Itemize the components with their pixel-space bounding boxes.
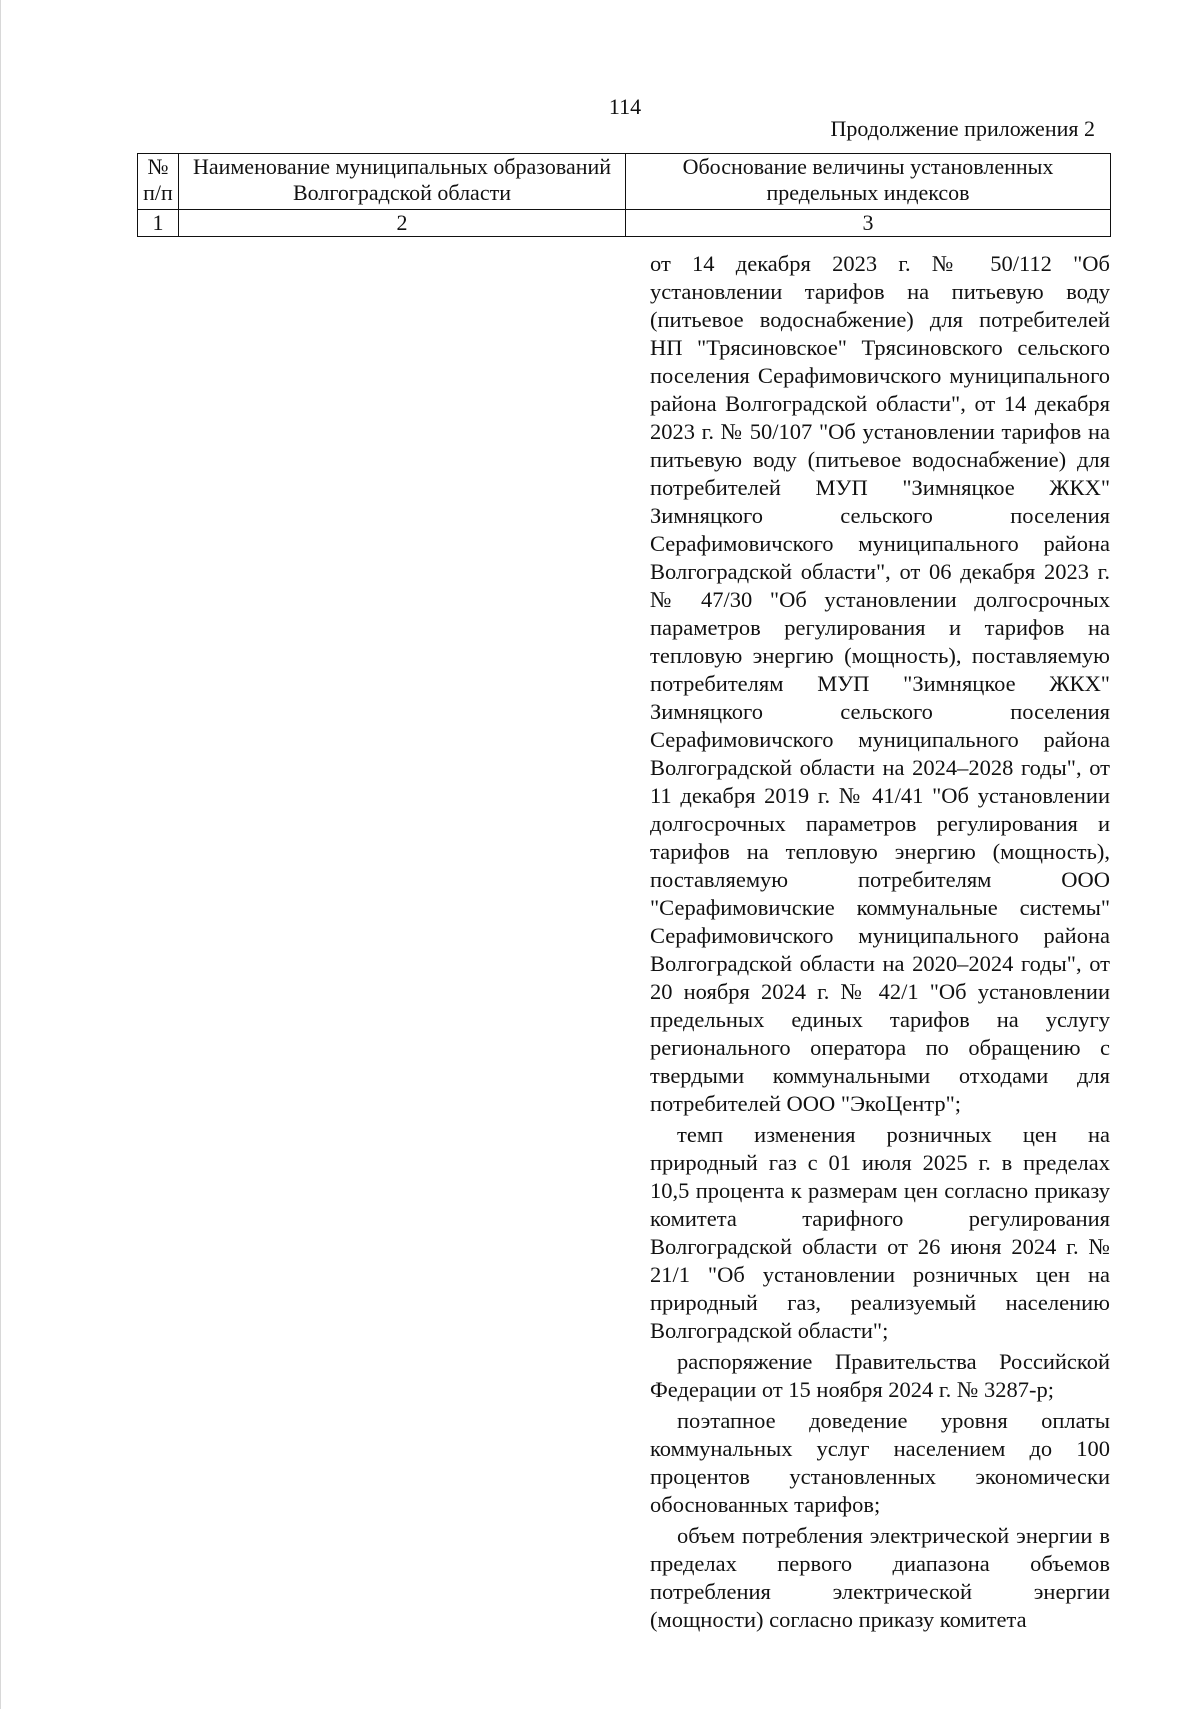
table-header <box>137 153 1111 237</box>
paragraph-tariff-orders: от 14 декабря 2023 г. № 50/112 "Об установлении тарифов на питьевую воду (питьевое водоснабжение) для потребителей НП "Трясиновское" Трясиновского сельского поселения Серафимовичского муниципального района Волгоградской области", от 14 декабря 2023 г. № 50/107 "Об установлении тарифов на питьевую воду (питьевое водоснабжение) для потребителей МУП "Зимняцкое ЖКХ" Зимняцкого сельского поселения Серафимовичского муниципального района Волгоградской области", от 06 декабря 2023 г. № 47/30 "Об установлении долгосрочных параметров регулирования и тарифов на тепловую энергию (мощность), поставляемую потребителям МУП "Зимняцкое ЖКХ" Зимняцкого сельского поселения Серафимовичского муниципального района Волгоградской области на 2024–2028 годы", от 11 декабря 2019 г. № 41/41 "Об установлении долгосрочных параметров регулирования и тарифов на тепловую энергию (мощность), поставляемую потребителям ООО "Серафимовичские коммунальные системы" Серафимовичского муниципального района Волгоградской области на 2020–2024 годы", от 20 ноября 2024 г. № 42/1 "Об установлении предельных единых тарифов на услугу регионального оператора по обращению с твердыми коммунальными отходами для потребителей ООО "ЭкоЦентр"; <box>650 251 1110 1116</box>
col-header-municipality: Наименование муниципальных образований Волгоградской области <box>179 154 626 210</box>
paragraph-payment-level: поэтапное доведение уровня оплаты коммунальных услуг населением до 100 процентов установленных экономически обоснованных тарифов; <box>650 1408 1110 1517</box>
col-header-justification: Обоснование величины установленных предельных индексов <box>626 154 1111 210</box>
table-header-row <box>138 154 1111 210</box>
justification-text <box>650 250 1110 1637</box>
page-number: 114 <box>608 94 642 119</box>
col-number-2: 2 <box>179 210 626 237</box>
paragraph-electricity-volume: объем потребления электрической энергии в пределах первого диапазона объемов потребления электрической энергии (мощности) согласно приказу комитета <box>650 1523 1110 1632</box>
paragraph-gas-prices: темп изменения розничных цен на природный газ с 01 июля 2025 г. в пределах 10,5 процента к размерам цен согласно приказу комитета тарифного регулирования Волгоградской области от 26 июня 2024 г. № 21/1 "Об установлении розничных цен на природный газ, реализуемый населению Волгоградской области"; <box>650 1122 1110 1343</box>
table-column-number-row <box>138 210 1111 237</box>
col-number-1: 1 <box>138 210 179 237</box>
appendix-continuation-note: Продолжение приложения 2 <box>830 116 1095 141</box>
scan-edge <box>0 0 1 1709</box>
col-header-number: № п/п <box>138 154 179 210</box>
paragraph-government-order: распоряжение Правительства Российской Федерации от 15 ноября 2024 г. № 3287-р; <box>650 1349 1110 1402</box>
col-number-3: 3 <box>626 210 1111 237</box>
